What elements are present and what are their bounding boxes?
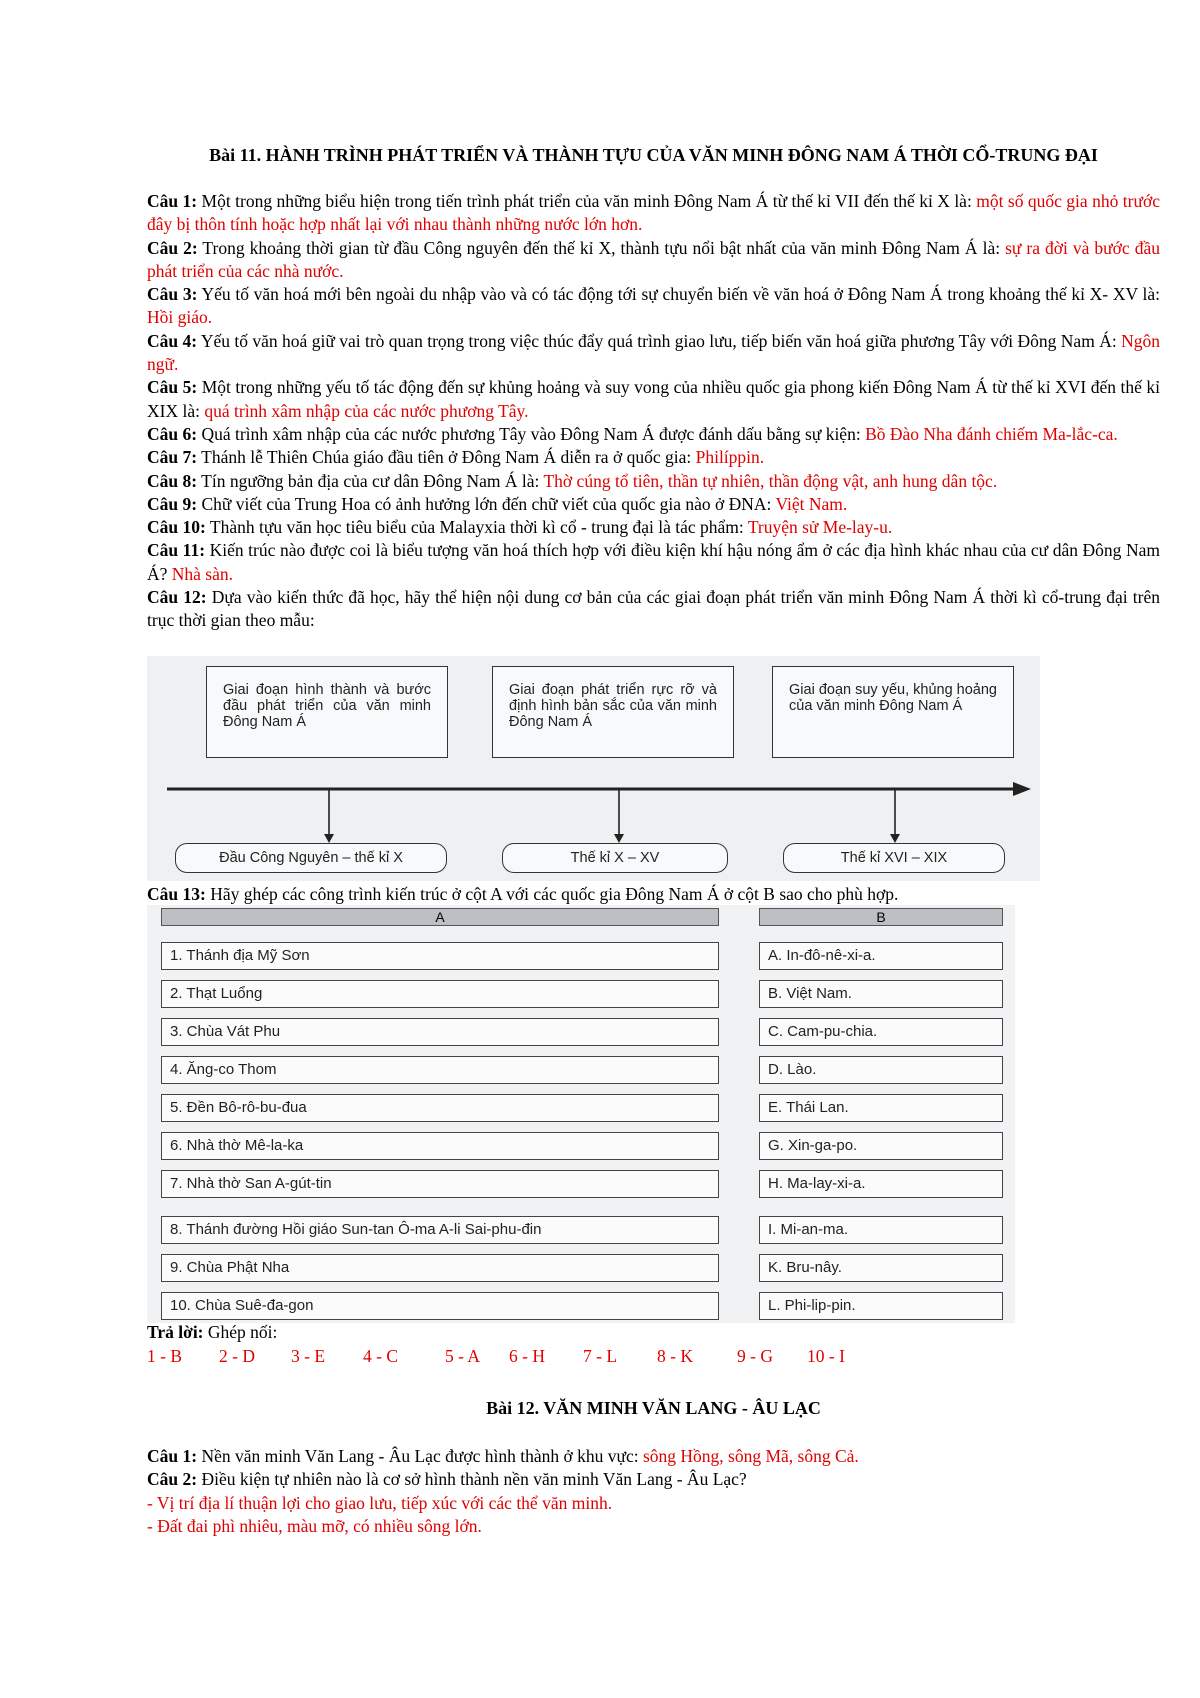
answer-9: Việt Nam. — [775, 493, 848, 514]
timeline-period-1: Đầu Công Nguyên – thế kỉ X — [175, 843, 447, 873]
answer-7: Philíppin. — [695, 447, 765, 468]
column-b-item: L. Phi-lip-pin. — [759, 1292, 1003, 1320]
lesson-12-question-1: Câu 1: Nền văn minh Văn Lang - Âu Lạc được hình thành ở khu vực: sông Hồng, sông Mã, sông Cả. — [147, 1446, 859, 1466]
answer-pair: 1 - B — [147, 1346, 182, 1366]
column-a-item: 10. Chùa Suê-đa-gon — [161, 1292, 719, 1320]
answer-pair: 8 - K — [657, 1346, 693, 1366]
answer-pair: 2 - D — [219, 1346, 255, 1366]
column-b-item: A. In-đô-nê-xi-a. — [759, 942, 1003, 970]
timeline-period-3: Thế kỉ XVI – XIX — [783, 843, 1005, 873]
lesson-12-answer-line: - Đất đai phì nhiêu, màu mỡ, có nhiều sông lớn. — [147, 1515, 482, 1536]
column-a-item: 2. Thạt Luổng — [161, 980, 719, 1008]
answer-5: quá trình xâm nhập của các nước phương Tây. — [204, 400, 529, 421]
column-b-item: D. Lào. — [759, 1056, 1003, 1084]
question-5: Câu 5: Một trong những yếu tố tác động đến sự khủng hoảng và suy vong của nhiều quốc gia phong kiến Đông Nam Á từ thế kỉ XVI đến thế kỉ XIX là: quá trình xâm nhập của các nước phương Tây. — [147, 377, 1161, 421]
question-8: Câu 8: Tín ngưỡng bản địa của cư dân Đông Nam Á là: Thờ cúng tổ tiên, thần tự nhiên, thần động vật, anh hung dân tộc. — [147, 470, 998, 491]
column-a-item: 6. Nhà thờ Mê-la-ka — [161, 1132, 719, 1160]
question-13: Câu 13: Hãy ghép các công trình kiến trúc ở cột A với các quốc gia Đông Nam Á ở cột B sao cho phù hợp. — [147, 884, 899, 904]
answer-heading: Trả lời: Ghép nối: — [147, 1322, 278, 1342]
column-a-item: 9. Chùa Phật Nha — [161, 1254, 719, 1282]
question-6: Câu 6: Quá trình xâm nhập của các nước phương Tây vào Đông Nam Á được đánh dấu bằng sự kiện: Bồ Đào Nha đánh chiếm Ma-lắc-ca. — [147, 423, 1118, 444]
column-b-item: B. Việt Nam. — [759, 980, 1003, 1008]
column-a-item: 1. Thánh địa Mỹ Sơn — [161, 942, 719, 970]
column-b-item: E. Thái Lan. — [759, 1094, 1003, 1122]
answer-11: Nhà sàn. — [171, 563, 234, 584]
answer-1: một số quốc gia nhỏ trước đây bị thôn tính hoặc hợp nhất lại với nhau thành những nước lớn hơn. — [147, 191, 1160, 235]
answer-pair: 4 - C — [363, 1346, 398, 1366]
timeline-figure — [147, 656, 1040, 881]
answer-pair: 6 - H — [509, 1346, 545, 1366]
lesson-11-questions — [147, 190, 1160, 633]
question-7: Câu 7: Thánh lễ Thiên Chúa giáo đầu tiên ở Đông Nam Á diễn ra ở quốc gia: Philíppin. — [147, 447, 765, 468]
answer-6: Bồ Đào Nha đánh chiếm Ma-lắc-ca. — [865, 423, 1118, 444]
question-3: Câu 3: Yếu tố văn hoá mới bên ngoài du nhập vào và có tác động tới sự chuyển biến về văn hoá ở Đông Nam Á trong khoảng thế kỉ X- XV là: Hồi giáo. — [147, 284, 1160, 328]
answer-4: Ngôn ngữ. — [147, 330, 1160, 375]
column-b-item: K. Bru-nây. — [759, 1254, 1003, 1282]
column-a-item: 8. Thánh đường Hồi giáo Sun-tan Ô-ma A-li Sai-phu-đin — [161, 1216, 719, 1244]
column-b-item: H. Ma-lay-xi-a. — [759, 1170, 1003, 1198]
lesson-12-answer-line: - Vị trí địa lí thuận lợi cho giao lưu, tiếp xúc với các thể văn minh. — [147, 1492, 613, 1513]
column-a-header: A — [161, 908, 719, 926]
answer-8: Thờ cúng tổ tiên, thần tự nhiên, thần động vật, anh hung dân tộc. — [543, 470, 998, 491]
question-9: Câu 9: Chữ viết của Trung Hoa có ảnh hưởng lớn đến chữ viết của quốc gia nào ở ĐNA: Việt Nam. — [147, 493, 848, 514]
lesson-12-questions — [147, 1445, 1160, 1538]
lesson-11-title: Bài 11. HÀNH TRÌNH PHÁT TRIỂN VÀ THÀNH TỰU CỦA VĂN MINH ĐÔNG NAM Á THỜI CỔ-TRUNG ĐẠI — [209, 145, 1098, 165]
question-11: Câu 11: Kiến trúc nào được coi là biểu tượng văn hoá thích hợp với điều kiện khí hậu nóng ẩm ở các địa hình khác nhau của cư dân Đông Nam Á? Nhà sàn. — [147, 540, 1160, 584]
timeline-stage-box-1: Giai đoạn hình thành và bước đầu phát triển của văn minh Đông Nam Á — [206, 666, 448, 758]
answer-10: Truyện sử Me-lay-u. — [747, 517, 893, 538]
timeline-period-2: Thế kỉ X – XV — [502, 843, 728, 873]
answer-pair: 7 - L — [583, 1346, 618, 1366]
column-b-item: I. Mi-an-ma. — [759, 1216, 1003, 1244]
column-b-item: G. Xin-ga-po. — [759, 1132, 1003, 1160]
lesson-12-title: Bài 12. VĂN MINH VĂN LANG - ÂU LẠC — [486, 1398, 821, 1418]
matching-table-figure — [147, 905, 1015, 1323]
timeline-arrowhead — [1013, 782, 1031, 796]
timeline-stage-box-3: Giai đoạn suy yếu, khủng hoảng của văn minh Đông Nam Á — [772, 666, 1014, 758]
question-1: Câu 1: Một trong những biểu hiện trong tiến trình phát triển của văn minh Đông Nam Á từ thế kỉ VII đến thế kỉ X là: một số quốc gia nhỏ trước đây bị thôn tính hoặc hợp nhất lại với nhau thành những nước lớn hơn. — [147, 191, 1160, 235]
column-b-header: B — [759, 908, 1003, 926]
question-4: Câu 4: Yếu tố văn hoá giữ vai trò quan trọng trong việc thúc đẩy quá trình giao lưu, tiếp biến văn hoá giữa phương Tây với Đông Nam Á: Ngôn ngữ. — [147, 330, 1160, 375]
answer-2: sự ra đời và bước đầu phát triển của các nhà nước. — [147, 237, 1160, 281]
question-2: Câu 2: Trong khoảng thời gian từ đầu Công nguyên đến thế kỉ X, thành tựu nổi bật nhất của văn minh Đông Nam Á là: sự ra đời và bước đầu phát triển của các nhà nước. — [147, 237, 1160, 281]
column-b-item: C. Cam-pu-chia. — [759, 1018, 1003, 1046]
question-10: Câu 10: Thành tựu văn học tiêu biểu của Malayxia thời kì cổ - trung đại là tác phẩm: Truyện sử Me-lay-u. — [147, 517, 893, 538]
column-a-item: 3. Chùa Vát Phu — [161, 1018, 719, 1046]
answer-pair: 9 - G — [737, 1346, 773, 1366]
column-a-item: 7. Nhà thờ San A-gút-tin — [161, 1170, 719, 1198]
answer-pair: 3 - E — [291, 1346, 326, 1366]
answer-3: Hồi giáo. — [147, 307, 213, 328]
answer-pair: 5 - A — [445, 1346, 480, 1366]
column-a-item: 4. Ăng-co Thom — [161, 1056, 719, 1084]
column-a-item: 5. Đền Bô-rô-bu-đua — [161, 1094, 719, 1122]
answer-pair: 10 - I — [807, 1346, 845, 1366]
timeline-stage-box-2: Giai đoạn phát triển rực rỡ và định hình bản sắc của văn minh Đông Nam Á — [492, 666, 734, 758]
lesson-12-question-2: Câu 2: Điều kiện tự nhiên nào là cơ sở hình thành nền văn minh Văn Lang - Âu Lạc? — [147, 1469, 747, 1490]
question-12: Câu 12: Dựa vào kiến thức đã học, hãy thể hiện nội dung cơ bản của các giai đoạn phát triển văn minh Đông Nam Á thời kì cổ-trung đại trên trục thời gian theo mẫu: — [147, 587, 1160, 631]
